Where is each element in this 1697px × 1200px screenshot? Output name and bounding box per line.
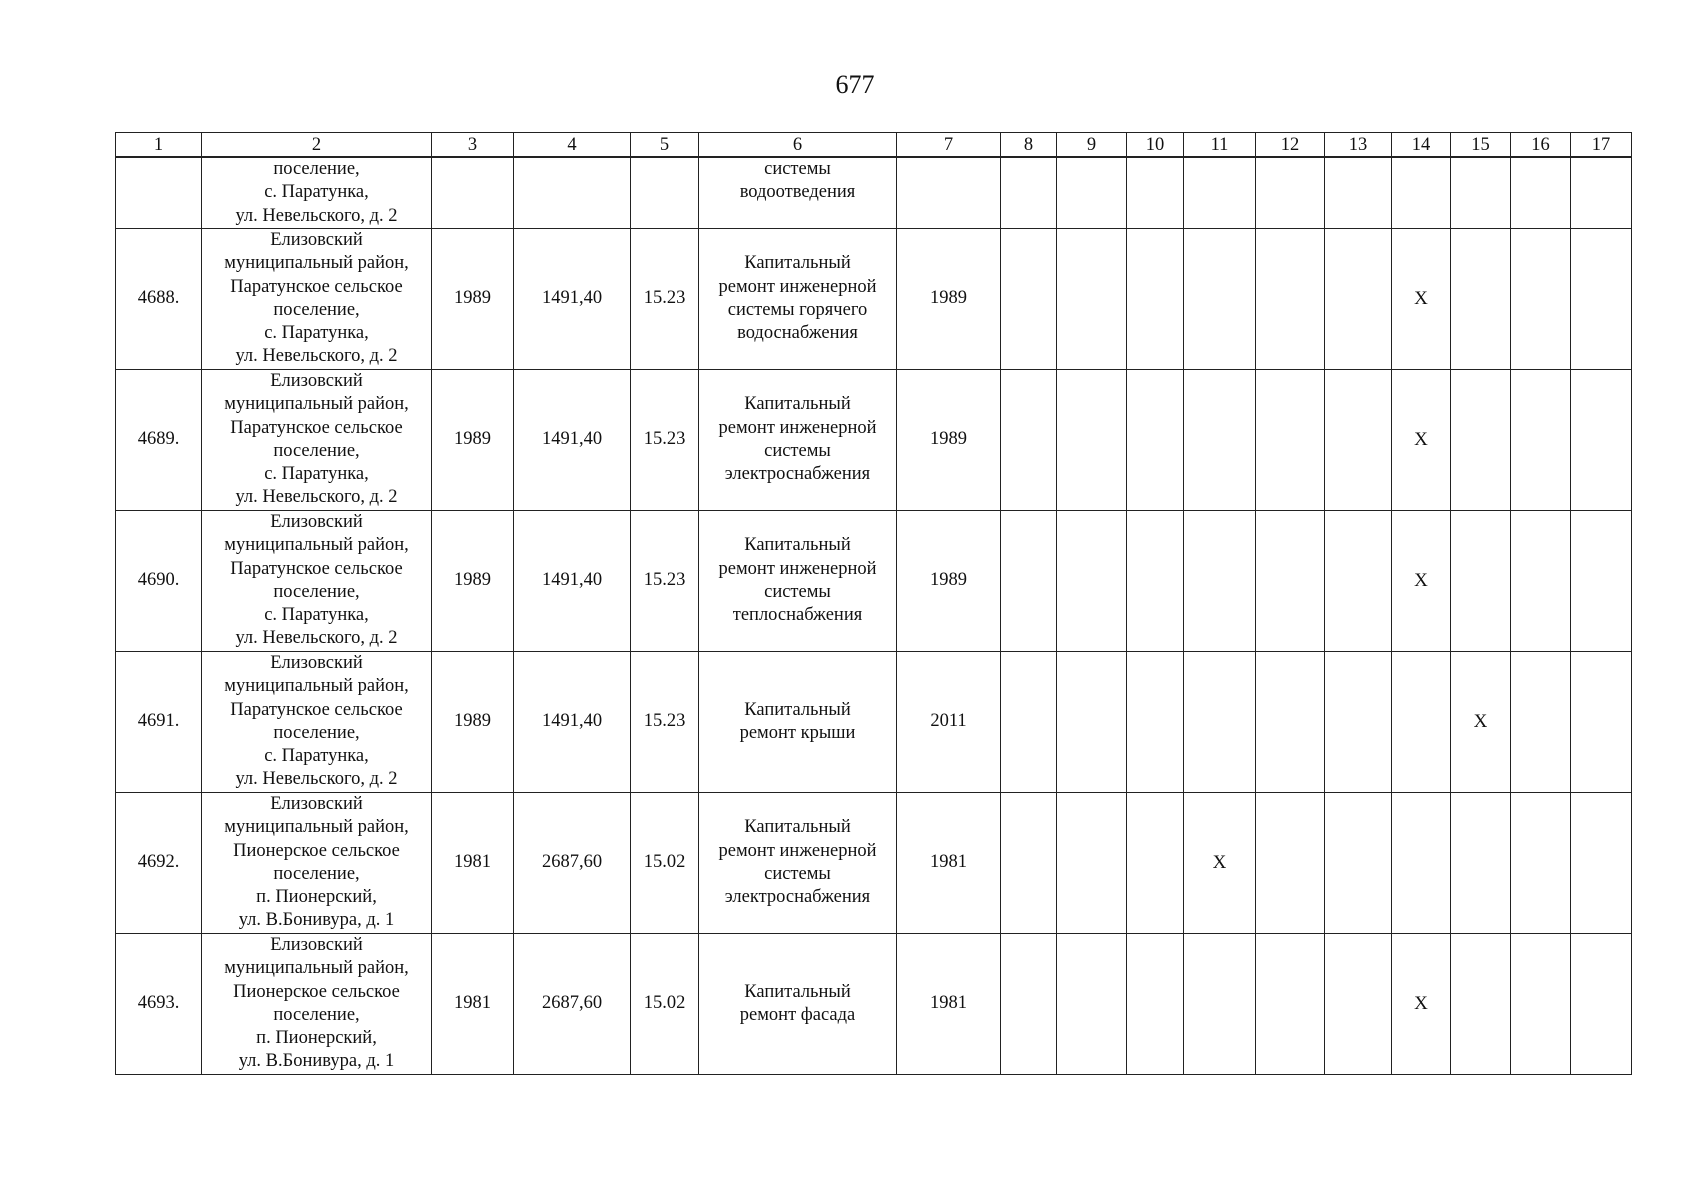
address-line: Елизовский	[270, 794, 363, 814]
address-line: муниципальный район,	[224, 958, 409, 979]
cell-col-10	[1127, 934, 1184, 1075]
cell-col-15	[1451, 157, 1511, 229]
work-line: Капитальный	[744, 394, 851, 415]
cell-col-14	[1392, 934, 1451, 1075]
address-line: ул. Невельского, д. 2	[235, 205, 398, 226]
cell-col-9	[1057, 229, 1127, 370]
address-line: с. Паратунка,	[264, 746, 369, 767]
column-header-11: 11	[1184, 133, 1256, 158]
work-line: Капитальный	[744, 981, 851, 1002]
cell-col-15	[1451, 652, 1511, 793]
address-line: п. Пионерский,	[256, 887, 377, 908]
cell-col-8	[1001, 934, 1057, 1075]
cell-col-8	[1001, 793, 1057, 934]
cell-col-10	[1127, 157, 1184, 229]
work-line: ремонт инженерной	[718, 558, 877, 579]
cell-col-11	[1184, 511, 1256, 652]
address-line: муниципальный район,	[224, 676, 409, 697]
cell-num: 4688.	[116, 229, 202, 370]
cell-code: 15.23	[631, 370, 699, 511]
address-line: ул. Невельского, д. 2	[235, 487, 398, 508]
cell-area: 1491,40	[514, 229, 631, 370]
cell-col-14	[1392, 793, 1451, 934]
column-header-1: 1	[116, 133, 202, 158]
cell-code	[631, 157, 699, 229]
cell-work	[699, 370, 897, 511]
cell-work	[699, 511, 897, 652]
address-line: муниципальный район,	[224, 535, 409, 556]
work-line: ремонт фасада	[739, 1005, 856, 1025]
work-line: ремонт крыши	[739, 723, 856, 743]
cell-col-11	[1184, 370, 1256, 511]
cell-col-12	[1256, 157, 1325, 229]
cell-num: 4691.	[116, 652, 202, 793]
address-line: поселение,	[273, 299, 360, 320]
column-header-6: 6	[699, 133, 897, 158]
cell-year: 1981	[432, 934, 514, 1075]
cell-col-10	[1127, 793, 1184, 934]
cell-col-17	[1571, 652, 1632, 793]
cell-col-13	[1325, 229, 1392, 370]
cell-work	[699, 157, 897, 229]
work-mark: X	[1414, 287, 1428, 309]
cell-col-16	[1511, 793, 1571, 934]
work-line: Капитальный	[744, 817, 851, 838]
cell-col-9	[1057, 511, 1127, 652]
cell-col-8	[1001, 229, 1057, 370]
work-line: Капитальный	[744, 535, 851, 556]
address-line: ул. Невельского, д. 2	[235, 346, 398, 367]
cell-col-16	[1511, 652, 1571, 793]
cell-col-10	[1127, 652, 1184, 793]
cell-year	[432, 157, 514, 229]
cell-col-15	[1451, 511, 1511, 652]
address-line: ул. В.Бонивура, д. 1	[238, 1051, 395, 1072]
work-line: системы	[764, 441, 831, 461]
address-line: муниципальный район,	[224, 817, 409, 838]
cell-col-14	[1392, 157, 1451, 229]
cell-address	[202, 793, 432, 934]
column-header-12: 12	[1256, 133, 1325, 158]
address-line: Пионерское сельское	[233, 840, 400, 861]
cell-col-11	[1184, 652, 1256, 793]
cell-address	[202, 157, 432, 229]
cell-work	[699, 793, 897, 934]
cell-col-17	[1571, 511, 1632, 652]
column-header-3: 3	[432, 133, 514, 158]
cell-col-17	[1571, 370, 1632, 511]
column-header-9: 9	[1057, 133, 1127, 158]
address-line: с. Паратунка,	[264, 605, 369, 626]
cell-address	[202, 229, 432, 370]
work-mark: X	[1414, 428, 1428, 450]
cell-last-year: 1989	[897, 229, 1001, 370]
cell-last-year	[897, 157, 1001, 229]
cell-num	[116, 157, 202, 229]
work-mark: X	[1414, 569, 1428, 591]
cell-year: 1989	[432, 511, 514, 652]
cell-last-year: 1981	[897, 934, 1001, 1075]
cell-col-17	[1571, 793, 1632, 934]
address-line: Паратунское сельское	[230, 417, 403, 438]
cell-area	[514, 157, 631, 229]
cell-area: 2687,60	[514, 793, 631, 934]
cell-col-12	[1256, 370, 1325, 511]
cell-col-13	[1325, 652, 1392, 793]
cell-year: 1981	[432, 793, 514, 934]
cell-col-17	[1571, 157, 1632, 229]
table-row	[116, 652, 1632, 793]
cell-col-9	[1057, 793, 1127, 934]
table-row	[116, 370, 1632, 511]
address-line: Елизовский	[270, 512, 363, 532]
table-row	[116, 229, 1632, 370]
cell-address	[202, 652, 432, 793]
cell-code: 15.23	[631, 511, 699, 652]
address-line: поселение,	[273, 1004, 360, 1025]
cell-col-16	[1511, 934, 1571, 1075]
address-line: поселение,	[273, 863, 360, 884]
column-header-7: 7	[897, 133, 1001, 158]
cell-col-12	[1256, 934, 1325, 1075]
address-line: Елизовский	[270, 653, 363, 673]
cell-col-13	[1325, 934, 1392, 1075]
address-line: ул. В.Бонивура, д. 1	[238, 910, 395, 931]
cell-col-16	[1511, 157, 1571, 229]
work-line: системы	[764, 159, 831, 179]
cell-col-17	[1571, 934, 1632, 1075]
work-line: ремонт инженерной	[718, 276, 877, 297]
cell-col-14	[1392, 652, 1451, 793]
cell-col-13	[1325, 370, 1392, 511]
table-row	[116, 511, 1632, 652]
cell-area: 2687,60	[514, 934, 631, 1075]
address-line: поселение,	[273, 159, 360, 179]
work-line: Капитальный	[744, 699, 851, 720]
cell-num: 4690.	[116, 511, 202, 652]
cell-col-8	[1001, 370, 1057, 511]
cell-col-16	[1511, 511, 1571, 652]
cell-area: 1491,40	[514, 511, 631, 652]
work-mark: X	[1414, 992, 1428, 1014]
column-header-16: 16	[1511, 133, 1571, 158]
cell-col-12	[1256, 229, 1325, 370]
cell-col-14	[1392, 370, 1451, 511]
cell-col-15	[1451, 370, 1511, 511]
cell-area: 1491,40	[514, 652, 631, 793]
cell-col-8	[1001, 511, 1057, 652]
address-line: муниципальный район,	[224, 394, 409, 415]
column-header-10: 10	[1127, 133, 1184, 158]
work-line: системы	[764, 582, 831, 602]
cell-year: 1989	[432, 652, 514, 793]
continuation-row	[116, 157, 1632, 229]
address-line: Елизовский	[270, 935, 363, 955]
cell-col-13	[1325, 511, 1392, 652]
page-number: 677	[835, 70, 875, 99]
cell-address	[202, 934, 432, 1075]
cell-col-11	[1184, 229, 1256, 370]
work-line: Капитальный	[744, 253, 851, 274]
column-header-2: 2	[202, 133, 432, 158]
cell-code: 15.02	[631, 934, 699, 1075]
cell-code: 15.23	[631, 652, 699, 793]
column-header-8: 8	[1001, 133, 1057, 158]
column-header-14: 14	[1392, 133, 1451, 158]
table-body	[116, 157, 1632, 1075]
cell-col-14	[1392, 511, 1451, 652]
cell-col-11	[1184, 793, 1256, 934]
cell-col-15	[1451, 229, 1511, 370]
address-line: Елизовский	[270, 230, 363, 250]
work-line: теплоснабжения	[732, 605, 863, 626]
address-line: поселение,	[273, 581, 360, 602]
work-mark: X	[1212, 851, 1227, 873]
column-header-5: 5	[631, 133, 699, 158]
cell-col-8	[1001, 652, 1057, 793]
table-row	[116, 934, 1632, 1075]
cell-last-year: 1989	[897, 511, 1001, 652]
address-line: п. Пионерский,	[256, 1028, 377, 1049]
cell-col-10	[1127, 229, 1184, 370]
work-line: ремонт инженерной	[718, 840, 877, 861]
cell-col-8	[1001, 157, 1057, 229]
table-row	[116, 793, 1632, 934]
cell-col-17	[1571, 229, 1632, 370]
cell-col-15	[1451, 934, 1511, 1075]
work-line: системы	[764, 864, 831, 884]
cell-col-9	[1057, 652, 1127, 793]
cell-last-year: 1981	[897, 793, 1001, 934]
address-line: муниципальный район,	[224, 253, 409, 274]
work-line: электроснабжения	[724, 464, 871, 485]
column-number-header-row	[116, 133, 1632, 158]
cell-code: 15.02	[631, 793, 699, 934]
address-line: Елизовский	[270, 371, 363, 391]
cell-col-10	[1127, 370, 1184, 511]
cell-col-12	[1256, 511, 1325, 652]
cell-work	[699, 229, 897, 370]
cell-col-14	[1392, 229, 1451, 370]
cell-col-11	[1184, 934, 1256, 1075]
cell-col-12	[1256, 793, 1325, 934]
cell-col-13	[1325, 793, 1392, 934]
address-line: Паратунское сельское	[230, 558, 403, 579]
cell-col-9	[1057, 370, 1127, 511]
address-line: ул. Невельского, д. 2	[235, 628, 398, 649]
cell-area: 1491,40	[514, 370, 631, 511]
cell-year: 1989	[432, 229, 514, 370]
work-line: водоснабжения	[737, 323, 858, 344]
column-header-15: 15	[1451, 133, 1511, 158]
cell-col-15	[1451, 793, 1511, 934]
address-line: с. Паратунка,	[264, 323, 369, 344]
cell-year: 1989	[432, 370, 514, 511]
address-line: Паратунское сельское	[230, 276, 403, 297]
cell-last-year: 2011	[897, 652, 1001, 793]
work-line: водоотведения	[739, 182, 856, 203]
cell-code: 15.23	[631, 229, 699, 370]
address-line: поселение,	[273, 440, 360, 461]
work-line: системы горячего	[727, 300, 868, 320]
cell-col-12	[1256, 652, 1325, 793]
cell-num: 4693.	[116, 934, 202, 1075]
cell-num: 4689.	[116, 370, 202, 511]
cell-last-year: 1989	[897, 370, 1001, 511]
work-line: электроснабжения	[724, 887, 871, 908]
repair-registry-table	[115, 132, 1632, 1075]
address-line: Пионерское сельское	[233, 981, 400, 1002]
column-header-13: 13	[1325, 133, 1392, 158]
cell-col-9	[1057, 157, 1127, 229]
address-line: с. Паратунка,	[264, 464, 369, 485]
work-line: ремонт инженерной	[718, 417, 877, 438]
address-line: поселение,	[273, 722, 360, 743]
cell-work	[699, 652, 897, 793]
column-header-17: 17	[1571, 133, 1632, 158]
address-line: с. Паратунка,	[264, 182, 369, 203]
cell-address	[202, 370, 432, 511]
cell-col-13	[1325, 157, 1392, 229]
cell-col-11	[1184, 157, 1256, 229]
address-line: ул. Невельского, д. 2	[235, 769, 398, 790]
work-mark: X	[1473, 710, 1488, 732]
cell-work	[699, 934, 897, 1075]
cell-address	[202, 511, 432, 652]
column-header-4: 4	[514, 133, 631, 158]
cell-col-16	[1511, 370, 1571, 511]
address-line: Паратунское сельское	[230, 699, 403, 720]
cell-col-10	[1127, 511, 1184, 652]
cell-num: 4692.	[116, 793, 202, 934]
cell-col-16	[1511, 229, 1571, 370]
cell-col-9	[1057, 934, 1127, 1075]
